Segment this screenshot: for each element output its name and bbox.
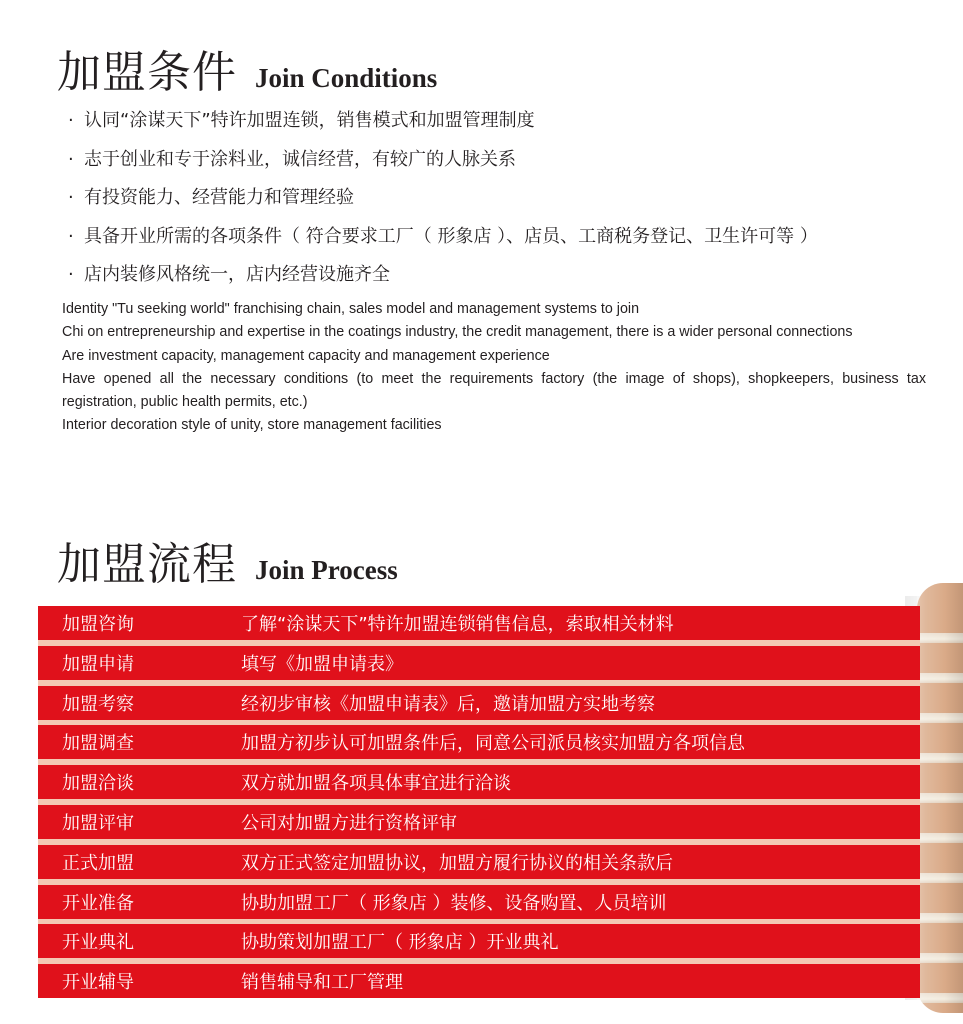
step-description: 填写《加盟申请表》 xyxy=(241,653,403,675)
condition-text: 志于创业和专于涂料业，诚信经营，有较广的人脉关系 xyxy=(84,148,516,170)
step-description: 双方就加盟各项具体事宜进行洽谈 xyxy=(241,773,511,795)
step-label: 开业典礼 xyxy=(62,932,134,954)
step-description: 双方正式签定加盟协议，加盟方履行协议的相关条款后 xyxy=(241,852,673,874)
step-label: 开业准备 xyxy=(62,892,134,914)
join-process-heading xyxy=(57,528,398,592)
english-line: Have opened all the necessary conditions (to meet the requirements factory (the image of shops), shopkeepers, business tax registration, public health permits, etc.) xyxy=(62,370,926,411)
process-step-row xyxy=(38,885,920,919)
bullet-dot: · xyxy=(68,187,74,208)
process-step-row xyxy=(38,805,920,839)
step-description: 销售辅导和工厂管理 xyxy=(241,972,403,994)
step-label: 加盟咨询 xyxy=(62,614,134,635)
bullet-dot: · xyxy=(68,148,74,170)
join-process-title-zh: 加盟流程 xyxy=(57,539,237,590)
condition-text: 具备开业所需的各项条件（ 符合要求工厂（ 形象店 ）、店员、工商税务登记、卫生许可等 ） xyxy=(84,225,818,247)
join-process-title-en: Join Process xyxy=(255,555,398,585)
step-label: 加盟调查 xyxy=(62,733,134,755)
join-conditions-title-en: Join Conditions xyxy=(255,63,438,93)
step-description: 公司对加盟方进行资格评审 xyxy=(241,812,457,834)
process-step-row xyxy=(38,725,920,759)
english-line: Interior decoration style of unity, store management facilities xyxy=(62,417,442,434)
step-description: 协助策划加盟工厂（ 形象店 ）开业典礼 xyxy=(241,932,559,954)
process-steps xyxy=(38,606,920,1004)
process-step-row xyxy=(38,646,920,680)
step-label: 开业辅导 xyxy=(62,972,134,994)
join-conditions-title-zh: 加盟条件 xyxy=(57,47,237,98)
bullet-dot: · xyxy=(68,264,74,285)
condition-text: 有投资能力、经营能力和管理经验 xyxy=(84,187,354,208)
english-line: Chi on entrepreneurship and expertise in the coatings industry, the credit management, there is a wider personal connections xyxy=(62,324,853,341)
condition-item xyxy=(68,183,948,222)
condition-item xyxy=(68,222,948,261)
step-label: 正式加盟 xyxy=(62,852,134,874)
process-step-row xyxy=(38,606,920,640)
step-label: 加盟考察 xyxy=(62,693,134,715)
step-label: 加盟洽谈 xyxy=(62,773,134,795)
step-description: 了解“涂谋天下”特许加盟连锁销售信息，索取相关材料 xyxy=(241,614,674,635)
conditions-list xyxy=(68,106,948,299)
step-label: 加盟评审 xyxy=(62,812,134,834)
step-description: 协助加盟工厂（ 形象店 ）装修、设备购置、人员培训 xyxy=(241,892,667,914)
condition-item xyxy=(68,145,948,184)
process-step-row xyxy=(38,686,920,720)
step-description: 经初步审核《加盟申请表》后，邀请加盟方实地考察 xyxy=(241,693,655,715)
bullet-dot: · xyxy=(68,225,74,247)
condition-text: 认同“涂谋天下”特许加盟连锁，销售模式和加盟管理制度 xyxy=(84,110,535,131)
bullet-dot: · xyxy=(68,110,74,131)
condition-item xyxy=(68,260,948,299)
conditions-english-text xyxy=(62,298,926,438)
english-line: Identity "Tu seeking world" franchising chain, sales model and management systems to join xyxy=(62,301,640,317)
process-step-row xyxy=(38,924,920,958)
condition-item xyxy=(68,106,948,145)
condition-text: 店内装修风格统一，店内经营设施齐全 xyxy=(84,264,390,285)
process-step-row xyxy=(38,964,920,998)
join-conditions-heading xyxy=(57,36,437,100)
process-step-row xyxy=(38,845,920,879)
step-label: 加盟申请 xyxy=(62,653,134,675)
step-description: 加盟方初步认可加盟条件后，同意公司派员核实加盟方各项信息 xyxy=(241,733,745,755)
process-step-row xyxy=(38,765,920,799)
english-line: Are investment capacity, management capacity and management experience xyxy=(62,347,550,364)
